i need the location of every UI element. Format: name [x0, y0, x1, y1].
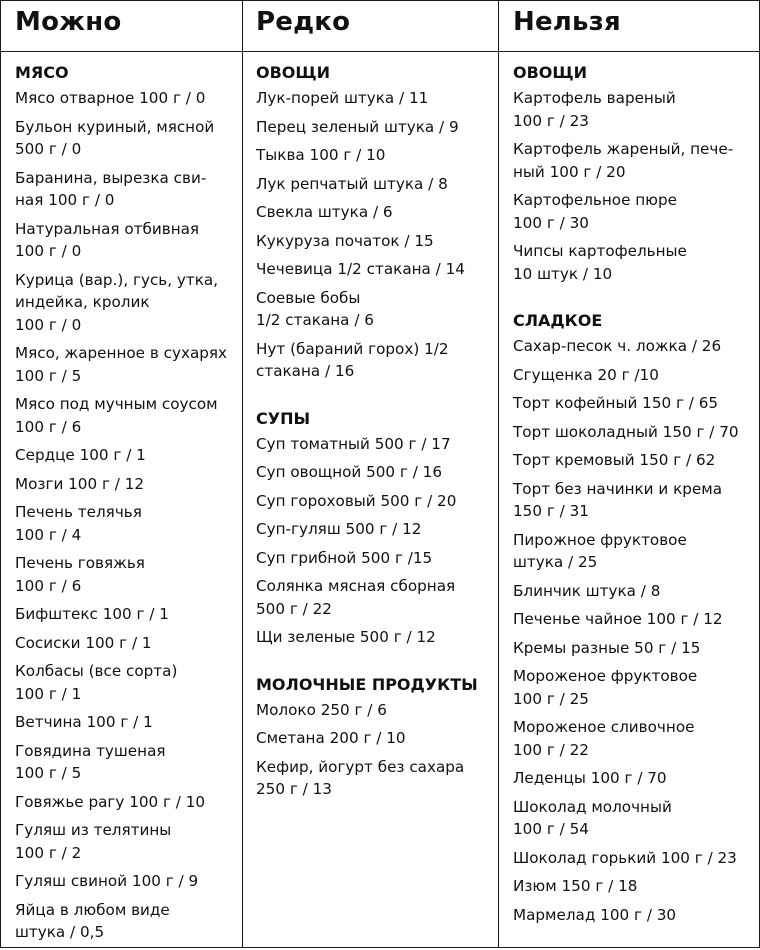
- food-item: [256, 230, 478, 253]
- food-item: [256, 490, 478, 513]
- food-item-line: Натуральная отбивная: [15, 219, 200, 238]
- food-item-line: Сгущенка 20 г /10: [513, 365, 659, 384]
- food-item-line: 100 г / 54: [513, 820, 589, 838]
- food-item: [256, 258, 478, 281]
- food-item-line: Говядина тушеная: [15, 741, 166, 760]
- column-body-mozhno: [15, 63, 227, 950]
- food-item: [15, 87, 227, 110]
- food-item-line: Говяжье рагу 100 г / 10: [15, 792, 206, 811]
- food-item: [513, 767, 739, 790]
- food-item-line: Пирожное фруктовое: [513, 530, 687, 549]
- food-item-line: Сердце 100 г / 1: [15, 446, 146, 464]
- food-item: [513, 478, 739, 523]
- food-item: [256, 338, 478, 383]
- food-item: [15, 603, 227, 626]
- food-item: [256, 699, 478, 722]
- food-item: [256, 461, 478, 484]
- food-item-line: Суп-гуляш 500 г / 12: [256, 520, 422, 538]
- column-header-nelzya: Нельзя: [513, 7, 621, 37]
- food-item: [15, 791, 227, 814]
- food-item-line: 10 штук / 10: [513, 264, 613, 283]
- food-item-line: ная 100 г / 0: [15, 191, 115, 209]
- food-item-line: Мясо, жаренное в сухарях: [15, 344, 228, 362]
- food-item-line: Сахар-песок ч. ложка / 26: [513, 337, 722, 355]
- food-item-line: Щи зеленые 500 г / 12: [256, 628, 436, 646]
- food-item-line: Суп гороховый 500 г / 20: [256, 491, 457, 510]
- food-item-line: 100 г / 0: [15, 315, 82, 334]
- food-item-line: Суп грибной 500 г /15: [256, 548, 433, 567]
- food-item-line: Ветчина 100 г / 1: [15, 713, 153, 731]
- section-title: ОВОЩИ: [256, 63, 330, 82]
- food-item: [513, 449, 739, 472]
- food-item: [15, 218, 227, 263]
- food-item: [15, 632, 227, 655]
- food-item-line: Торт кофейный 150 г / 65: [513, 394, 719, 412]
- section-nelzya-0: [513, 63, 739, 285]
- food-item: [513, 847, 739, 870]
- food-item-line: Картофель вареный: [513, 89, 676, 107]
- food-item-line: Кефир, йогурт без сахара: [256, 757, 465, 776]
- food-item-line: Картофель жареный, пече-: [513, 140, 734, 158]
- food-item: [513, 364, 739, 387]
- food-item: [15, 342, 227, 387]
- food-item-line: Бифштекс 100 г / 1: [15, 605, 169, 623]
- food-item: [513, 240, 739, 285]
- food-item: [256, 87, 478, 110]
- food-item-line: Мозги 100 г / 12: [15, 474, 145, 493]
- food-item-line: 100 г / 5: [15, 764, 82, 782]
- food-item-line: индейка, кролик: [15, 293, 150, 311]
- food-item-line: Торт кремовый 150 г / 62: [513, 451, 716, 469]
- food-item-line: Бульон куриный, мясной: [15, 117, 215, 136]
- food-item-line: Лук репчатый штука / 8: [256, 174, 448, 193]
- food-item-line: Шоколад горький 100 г / 23: [513, 848, 737, 867]
- column-divider-1: [242, 1, 243, 947]
- food-item: [256, 173, 478, 196]
- food-item-line: Кукуруза початок / 15: [256, 231, 434, 250]
- column-divider-2: [498, 1, 499, 947]
- food-item-line: Мясо отварное 100 г / 0: [15, 89, 206, 107]
- section-redko-2: [256, 675, 478, 801]
- header-divider: [1, 51, 759, 52]
- food-item-line: Изюм 150 г / 18: [513, 877, 638, 895]
- food-item: [256, 727, 478, 750]
- food-item: [256, 433, 478, 456]
- food-item: [15, 393, 227, 438]
- food-item: [256, 547, 478, 570]
- food-item: [256, 144, 478, 167]
- food-item-line: 250 г / 13: [256, 780, 332, 798]
- food-item-line: Леденцы 100 г / 70: [513, 769, 667, 787]
- food-item-line: Мороженое сливочное: [513, 718, 695, 736]
- food-item-line: Мороженое фруктовое: [513, 667, 698, 685]
- food-item: [15, 870, 227, 893]
- food-item: [15, 167, 227, 212]
- food-item-line: стакана / 16: [256, 362, 355, 380]
- food-item-line: 100 г / 23: [513, 111, 589, 130]
- section-redko-0: [256, 63, 478, 383]
- column-body-nelzya: [513, 63, 739, 932]
- food-item-line: Печень говяжья: [15, 554, 145, 572]
- food-item-line: Суп овощной 500 г / 16: [256, 463, 443, 481]
- food-item-line: Торт шоколадный 150 г / 70: [513, 422, 739, 441]
- food-item-line: Соевые бобы: [256, 288, 361, 307]
- section-title: МОЛОЧНЫЕ ПРОДУКТЫ: [256, 674, 478, 694]
- food-item: [256, 626, 478, 649]
- food-item-line: Печенье чайное 100 г / 12: [513, 610, 723, 628]
- section-title: ОВОЩИ: [513, 63, 587, 82]
- food-item: [513, 608, 739, 631]
- food-item: [256, 287, 478, 332]
- food-item: [256, 201, 478, 224]
- food-item-line: 100 г / 6: [15, 417, 82, 436]
- food-item-line: 100 г / 4: [15, 525, 82, 544]
- food-item-line: 100 г / 6: [15, 576, 82, 595]
- section-title: СЛАДКОЕ: [513, 311, 603, 330]
- food-item: [513, 875, 739, 898]
- food-item-line: Тыква 100 г / 10: [256, 146, 386, 164]
- food-item: [513, 529, 739, 574]
- food-item: [15, 552, 227, 597]
- food-item-line: Кремы разные 50 г / 15: [513, 638, 701, 657]
- food-item: [513, 138, 739, 183]
- food-item: [15, 473, 227, 496]
- food-item: [513, 580, 739, 603]
- food-item: [513, 904, 739, 927]
- food-item-line: Мясо под мучным соусом: [15, 395, 218, 413]
- food-item-line: Молоко 250 г / 6: [256, 700, 387, 719]
- column-header-mozhno: Можно: [15, 7, 122, 37]
- food-item-line: штука / 25: [513, 553, 598, 571]
- food-item-line: Лук-порей штука / 11: [256, 89, 429, 107]
- food-item-line: Курица (вар.), гусь, утка,: [15, 270, 219, 289]
- food-item-line: 500 г / 22: [256, 599, 332, 618]
- column-header-redko: Редко: [256, 7, 351, 37]
- food-item-line: Блинчик штука / 8: [513, 581, 661, 600]
- food-item: [15, 269, 227, 337]
- food-item: [513, 421, 739, 444]
- food-item-line: Чечевица 1/2 стакана / 14: [256, 260, 465, 278]
- food-item: [15, 444, 227, 467]
- food-item-line: 100 г / 5: [15, 366, 82, 385]
- food-item: [15, 501, 227, 546]
- food-item-line: Перец зеленый штука / 9: [256, 117, 459, 136]
- food-item-line: 100 г / 30: [513, 213, 589, 232]
- food-item: [15, 711, 227, 734]
- section-title: МЯСО: [15, 63, 69, 82]
- food-item-line: Чипсы картофельные: [513, 242, 687, 260]
- food-item-line: Печень телячья: [15, 503, 142, 521]
- food-item-line: Колбасы (все сорта): [15, 662, 178, 680]
- food-item: [256, 756, 478, 801]
- food-item: [513, 716, 739, 761]
- column-body-redko: [256, 63, 478, 807]
- food-item-line: Суп томатный 500 г / 17: [256, 434, 451, 453]
- food-item: [513, 637, 739, 660]
- food-item-line: ный 100 г / 20: [513, 162, 626, 181]
- food-item-line: Торт без начинки и крема: [513, 479, 722, 498]
- food-item: [256, 575, 478, 620]
- food-item-line: Свекла штука / 6: [256, 203, 393, 221]
- food-item: [15, 740, 227, 785]
- food-item-line: 100 г / 1: [15, 684, 82, 703]
- food-item: [513, 796, 739, 841]
- food-item: [513, 87, 739, 132]
- food-item-line: 100 г / 25: [513, 689, 589, 708]
- food-item-line: Солянка мясная сборная: [256, 577, 456, 595]
- section-mozhno-0: [15, 63, 227, 944]
- section-redko-1: [256, 409, 478, 649]
- food-item: [15, 819, 227, 864]
- section-nelzya-1: [513, 311, 739, 926]
- food-item-line: 500 г / 0: [15, 140, 82, 158]
- food-item: [15, 116, 227, 161]
- food-item-line: штука / 0,5: [15, 923, 105, 941]
- food-item-line: Сосиски 100 г / 1: [15, 633, 152, 652]
- food-item-line: Яйца в любом виде: [15, 900, 170, 919]
- food-item: [513, 392, 739, 415]
- section-title: СУПЫ: [256, 408, 311, 428]
- food-item: [15, 660, 227, 705]
- food-item: [256, 518, 478, 541]
- food-item-line: Гуляш свиной 100 г / 9: [15, 872, 199, 890]
- food-item: [513, 189, 739, 234]
- food-item-line: 100 г / 0: [15, 242, 82, 260]
- food-item: [513, 665, 739, 710]
- food-item-line: Нут (бараний горох) 1/2: [256, 339, 449, 358]
- food-item-line: Гуляш из телятины: [15, 821, 172, 839]
- food-item-line: 1/2 стакана / 6: [256, 311, 374, 329]
- food-item-line: 100 г / 2: [15, 843, 82, 862]
- food-item-line: Сметана 200 г / 10: [256, 729, 406, 747]
- food-item-line: Мармелад 100 г / 30: [513, 905, 677, 924]
- food-item-line: 100 г / 22: [513, 740, 589, 759]
- food-item-line: 150 г / 31: [513, 502, 589, 520]
- food-item: [15, 899, 227, 944]
- food-item: [256, 116, 478, 139]
- food-item-line: Картофельное пюре: [513, 191, 677, 209]
- food-item-line: Шоколад молочный: [513, 797, 672, 816]
- food-item: [513, 335, 739, 358]
- food-item-line: Баранина, вырезка сви-: [15, 168, 207, 187]
